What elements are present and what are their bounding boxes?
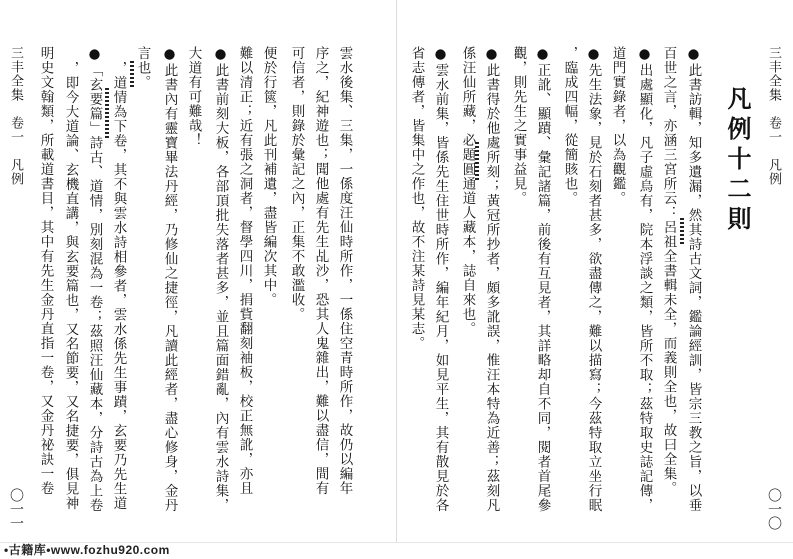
text-column: ●正訛、顯蹟、彙記諸篇，前後有互見者，其詳略却自不同，閱者首尾參 bbox=[534, 46, 551, 513]
site-watermark: •古籍库•www.fozhu920.com bbox=[4, 543, 170, 557]
text-column: ，即今大道論、玄機直講，與玄要篇也，又名節要，又名捷要，俱見神 bbox=[62, 61, 79, 511]
text-column: ，道情為下卷，其不與雲水詩相參者，雲水係先生事蹟，玄要乃先生道 bbox=[110, 61, 127, 511]
text-column: 難以清正；近有張之洞者，督學四川，捐貲翻刻袖板，校正無訛，亦且 bbox=[236, 46, 253, 496]
text-column: 言也。 bbox=[134, 46, 151, 90]
proper-name-marker bbox=[475, 142, 479, 182]
section-heading: 凡例十二則 bbox=[723, 86, 752, 236]
text-column: ●先生法象，見於石刻者甚多，欲盡傳之，難以描寫；今茲特取立坐行眠 bbox=[585, 46, 602, 513]
text-column: ●出處顯化，凡子虛烏有，院本浮談之類，皆所不取；茲特取史誌記傳， bbox=[636, 46, 653, 513]
left-page bbox=[0, 0, 397, 543]
page-number: 〇一〇 bbox=[766, 488, 782, 530]
text-column: ●「玄要篇」詩古、道情，別刻混為一卷；茲照汪仙藏本，分詩古為上卷 bbox=[86, 46, 103, 513]
proper-name-marker bbox=[105, 88, 109, 140]
text-column: 便於行篋，凡此刊補遺，盡皆編次其中。 bbox=[260, 46, 277, 307]
proper-name-marker bbox=[130, 61, 134, 87]
footer-bar bbox=[0, 542, 793, 559]
text-column: 序之，紀神遊也；聞他處有先生乩沙，恐其人鬼雜出，難以盡信，間有 bbox=[312, 46, 329, 496]
right-page bbox=[397, 0, 793, 543]
text-column: 大道有可難哉！ bbox=[185, 46, 202, 148]
text-column: ●此書前刻大板，各部頂批失落者甚多，並且篇面錯亂，內有雲水詩集， bbox=[212, 46, 229, 513]
text-column: 可信者，則錄於彙記之內，正集不敢濫收。 bbox=[288, 46, 305, 322]
text-column: 雲水後集、三集，一係度汪仙時所作，一係住空青時所作，故仍以編年 bbox=[336, 46, 353, 496]
text-column: 省志傳者，皆集中之作也，故不注某詩見某志。 bbox=[408, 46, 425, 351]
running-header: 三丰全集 卷一 凡例 bbox=[8, 46, 23, 186]
text-column: ，臨成四幅，從簡賅也。 bbox=[561, 46, 578, 206]
page-number: 〇一一 bbox=[8, 488, 24, 530]
text-column: 觀，則先生之實事益見。 bbox=[510, 46, 527, 206]
text-column: ●此書內有靈寶畢法丹經，乃修仙之捷徑，凡讀此經者，盡心修身，金丹 bbox=[161, 46, 178, 513]
text-column: 係汪仙所藏，必題圓通道人藏本，誌自來也。 bbox=[459, 46, 476, 336]
text-column: 明史文翰類，所載道書目，其中有先生金丹直指一卷，又金丹祕訣一卷 bbox=[37, 46, 54, 496]
text-column: 百世之言，亦涵三宮所云：呂祖全書輯未全，而義則全也，故曰全集。 bbox=[660, 46, 677, 496]
running-header: 三丰全集 卷一 凡例 bbox=[766, 46, 781, 186]
text-column: 道門實錄者，以為觀鑑。 bbox=[609, 46, 626, 206]
text-column: ●此書得於他處所刻；黃冠所抄者，頗多訛誤，惟汪本特為近善；茲刻凡 bbox=[483, 46, 500, 513]
proper-name-marker bbox=[680, 218, 684, 246]
text-column: ●雲水前集，皆係先生住世時所作，編年紀月，如見平生，其有散見於各 bbox=[432, 46, 449, 513]
text-column: ●此書訪輯，知多遺漏，然其詩古文詞，鑑論經訓，皆宗三教之旨，以垂 bbox=[685, 46, 702, 513]
